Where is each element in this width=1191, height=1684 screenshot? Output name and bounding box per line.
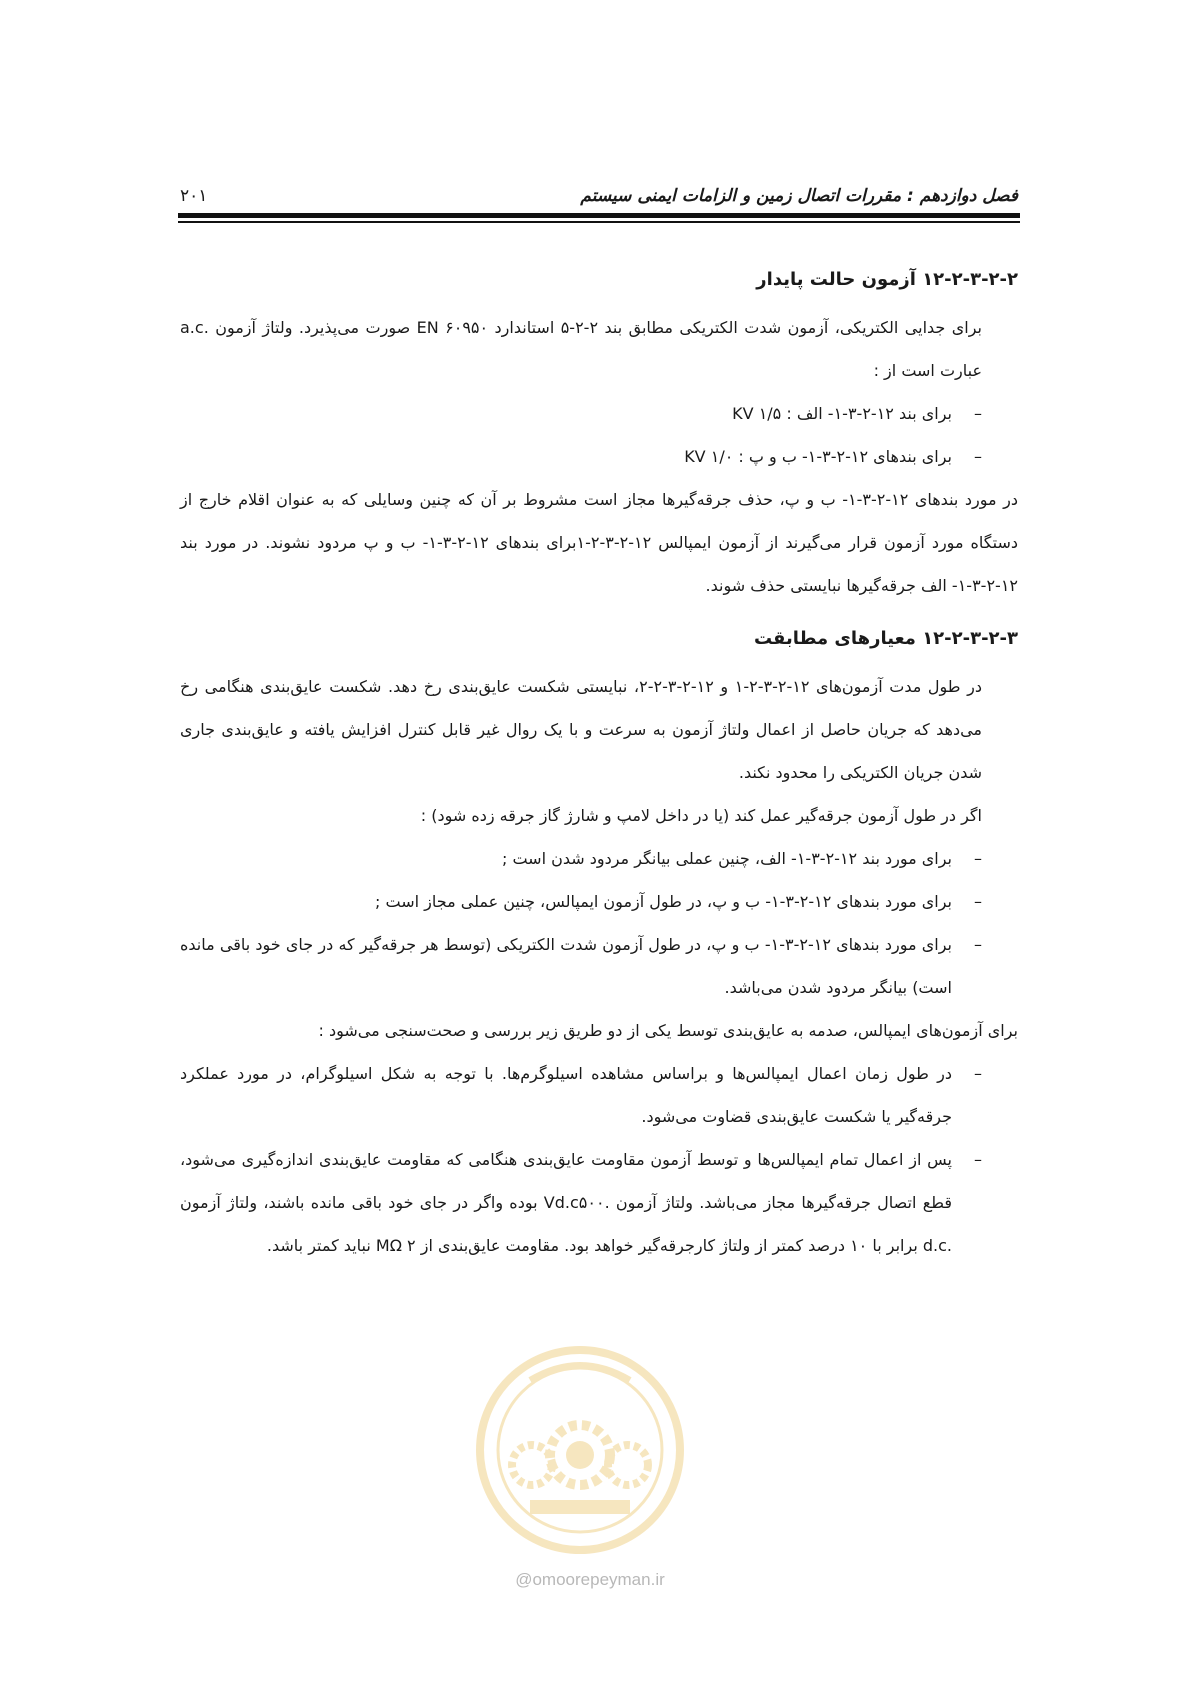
paragraph: در طول مدت آزمون‌های ۱۲-۲-۳-۲-۱ و ۱۲-۲-۳-۲-۲، نبایستی شکست عایق‌بندی رخ دهد. شکست عایق‌بندی هنگامی رخ می‌دهد که جریان حاصل از اعمال ولتاژ آزمون به سرعت و با یک روال غیر قابل کنترل افزایش یافته و عایق‌بندی جاری شدن جریان الکتریکی را محدود نکند. <box>180 677 982 782</box>
dash-list <box>180 392 1018 478</box>
list-item-text: برای بند ۱۲-۲-۳-۱- الف : ۱/۵ KV <box>732 404 952 423</box>
section-gap <box>180 607 1018 621</box>
watermark-caption: @omoorepeyman.ir <box>515 1570 665 1589</box>
list-item-text: در طول زمان اعمال ایمپالس‌ها و براساس مشاهده اسیلوگرم‌ها. با توجه به شکل اسیلوگرام، در مورد عملکرد جرقه‌گیر یا شکست عایق‌بندی قضاوت می‌شود. <box>180 1064 952 1126</box>
dash-list <box>180 837 1018 1009</box>
watermark-seal-icon <box>470 1340 690 1560</box>
dash-bullet: – <box>974 892 982 911</box>
dash-bullet: – <box>974 849 982 868</box>
list-item-text: برای بندهای ۱۲-۲-۳-۱- ب و پ : ۱/۰ KV <box>684 447 952 466</box>
list-item <box>180 435 1018 478</box>
list-item-text: پس از اعمال تمام ایمپالس‌ها و توسط آزمون مقاومت عایق‌بندی هنگامی که مقاومت عایق‌بندی اندازه‌گیری می‌شود، قطع اتصال جرقه‌گیرها مجاز می‌باشد. ولتاژ آزمون .Vd.c۵۰۰ بوده واگر در جای خود باقی مانده باشند، ولتاژ آزمون .d.c برابر با ۱۰ درصد کمتر از ولتاژ کارجرقه‌گیر خواهد بود. مقاومت عایق‌بندی از MΩ ۲ نباید کمتر باشد. <box>180 1150 952 1255</box>
list-item-text: برای مورد بند ۱۲-۲-۳-۱- الف، چنین عملی بیانگر مردود شدن است ; <box>501 849 952 868</box>
paragraph: در مورد بندهای ۱۲-۲-۳-۱- ب و پ، حذف جرقه‌گیرها مجاز است مشروط بر آن که چنین وسایلی که به عنوان اقلام خارج از دستگاه مورد آزمون قرار می‌گیرند از آزمون ایمپالس ۱۲-۲-۳-۲-۱برای بندهای ۱۲-۲-۳-۱- ب و پ مردود نشوند. در مورد بند ۱۲-۲-۳-۱- الف جرقه‌گیرها نبایستی حذف شوند. <box>180 490 1018 595</box>
page-content <box>180 262 1018 1267</box>
list-item <box>180 880 1018 923</box>
page-number: ۲۰۱ <box>180 186 208 206</box>
header-rule-thick <box>178 213 1020 218</box>
section-heading: ۱۲-۲-۳-۲-۳ معیارهای مطابقت <box>753 628 1018 649</box>
list-item <box>180 1052 1018 1138</box>
list-item-text: برای مورد بندهای ۱۲-۲-۳-۱- ب و پ، در طول آزمون ایمپالس، چنین عملی مجاز است ; <box>375 892 952 911</box>
header-rule-thin <box>178 221 1020 223</box>
dash-bullet: – <box>974 1064 982 1083</box>
page-header <box>180 186 1018 210</box>
paragraph: اگر در طول آزمون جرقه‌گیر عمل کند (یا در داخل لامپ و شارژ گاز جرقه زده شود) : <box>420 806 982 825</box>
list-item-text: برای مورد بندهای ۱۲-۲-۳-۱- ب و پ، در طول آزمون شدت الکتریکی (توسط هر جرقه‌گیر که در جای خود باقی مانده است) بیانگر مردود شدن می‌باشد. <box>180 935 952 997</box>
dash-bullet: – <box>974 404 982 423</box>
paragraph: برای جدایی الکتریکی، آزمون شدت الکتریکی مطابق بند ۲-۲-۵ استاندارد EN ۶۰۹۵۰ صورت می‌پذیرد. ولتاژ آزمون .a.c عبارت است از : <box>180 318 983 380</box>
list-item <box>180 923 1018 1009</box>
dash-bullet: – <box>974 1150 982 1169</box>
list-item <box>180 392 1018 435</box>
list-item <box>180 1138 1018 1267</box>
section-heading: ۱۲-۲-۳-۲-۲ آزمون حالت پایدار <box>756 269 1018 290</box>
paragraph: برای آزمون‌های ایمپالس، صدمه به عایق‌بندی توسط یکی از دو طریق زیر بررسی و صحت‌سنجی می‌شود : <box>318 1021 1018 1040</box>
chapter-title: فصل دوازدهم : مقررات اتصال زمین و الزامات ایمنی سیستم <box>580 186 1018 206</box>
dash-list <box>180 1052 1018 1267</box>
dash-bullet: – <box>974 447 982 466</box>
list-item <box>180 837 1018 880</box>
dash-bullet: – <box>974 935 982 954</box>
